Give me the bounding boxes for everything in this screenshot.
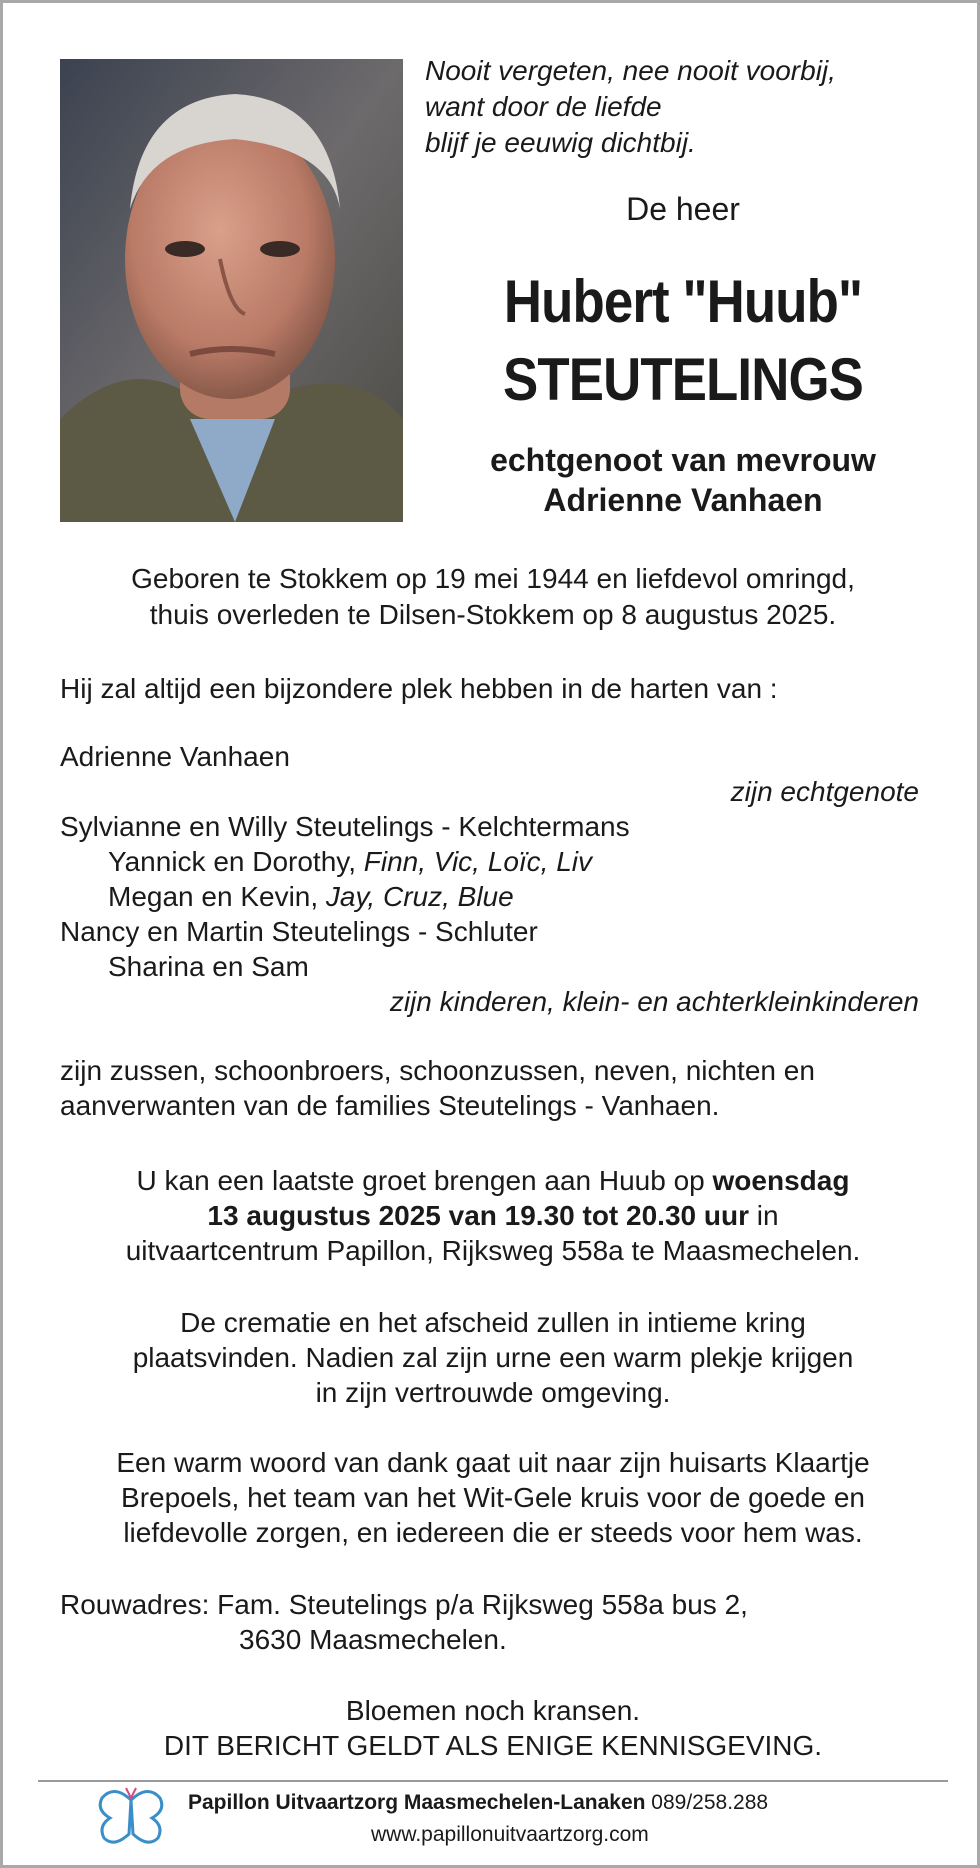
family-child-2: Nancy en Martin Steutelings - Schluter (60, 916, 538, 947)
poem-line: Nooit vergeten, nee nooit voorbij, (425, 55, 836, 86)
footer-divider (38, 1780, 948, 1782)
deceased-name (454, 263, 912, 419)
closing-notice: DIT BERICHT GELDT ALS ENIGE KENNISGEVING. (163, 1730, 823, 1761)
grandchild-names: Yannick en Dorothy, (108, 846, 356, 877)
closing-flowers: Bloemen noch kransen. (345, 1695, 641, 1726)
company-phone: 089/258.288 (645, 1791, 769, 1814)
spouse-info (423, 440, 943, 520)
cremation-line: De crematie en het afscheid zullen in intieme kring (180, 1307, 806, 1338)
visit-post: in (749, 1200, 779, 1231)
thanks-line: liefdevolle zorgen, en iedereen die er steeds voor hem was. (123, 1517, 863, 1548)
family-intro: Hij zal altijd een bijzondere plek hebben in de harten van : (60, 673, 778, 704)
great-grandchild-names: Jay, Cruz, Blue (318, 881, 514, 912)
salutation: De heer (626, 191, 740, 227)
memorial-poem (425, 53, 945, 161)
portrait-photo (60, 59, 403, 522)
great-grandchild-names: Finn, Vic, Loïc, Liv (355, 846, 593, 877)
relatives-line-1: zijn zussen, schoonbroers, schoonzussen, neven, nichten en (60, 1055, 815, 1086)
relatives-line-2: aanverwanten van de families Steutelings - Vanhaen. (60, 1090, 720, 1121)
visit-line-1 (43, 1163, 943, 1199)
family-children-role: zijn kinderen, klein- en achterkleinkinderen (389, 986, 919, 1017)
poem-line: blijf je eeuwig dichtbij. (425, 127, 696, 158)
family-spouse-role: zijn echtgenote (730, 776, 919, 807)
grandchild-names: Megan en Kevin, (108, 881, 319, 912)
company-website[interactable]: www.papillonuitvaartzorg.com (371, 1823, 649, 1846)
spouse-relation: echtgenoot van mevrouw (490, 442, 876, 478)
family-grandchild-1 (108, 844, 592, 880)
mourning-address-1: Rouwadres: Fam. Steutelings p/a Rijksweg 558a bus 2, (60, 1589, 748, 1620)
thanks-line: Brepoels, het team van het Wit-Gele kruis voor de goede en (121, 1482, 865, 1513)
mourning-address-2: 3630 Maasmechelen. (239, 1624, 507, 1655)
cremation-line: in zijn vertrouwde omgeving. (315, 1377, 671, 1408)
visit-day: woensdag (712, 1165, 850, 1196)
thanks-line: Een warm woord van dank gaat uit naar zijn huisarts Klaartje (116, 1447, 870, 1478)
visit-date-time: 13 augustus 2025 van 19.30 tot 20.30 uur (207, 1200, 749, 1231)
family-grandchild-3: Sharina en Sam (108, 951, 309, 982)
visit-location: uitvaartcentrum Papillon, Rijksweg 558a te Maasmechelen. (125, 1235, 861, 1266)
funeral-company (188, 1791, 768, 1815)
deceased-last-name: STEUTELINGS (503, 346, 863, 413)
family-grandchild-2 (108, 879, 514, 915)
death-line: thuis overleden te Dilsen-Stokkem op 8 augustus 2025. (149, 599, 837, 630)
visit-line-2 (43, 1198, 943, 1234)
deceased-first-name: Hubert "Huub" (503, 268, 863, 335)
family-child-1: Sylvianne en Willy Steutelings - Kelchtermans (60, 811, 630, 842)
birth-line: Geboren te Stokkem op 19 mei 1944 en liefdevol omringd, (131, 563, 855, 594)
family-spouse-name: Adrienne Vanhaen (60, 741, 290, 772)
cremation-line: plaatsvinden. Nadien zal zijn urne een warm plekje krijgen (132, 1342, 854, 1373)
visit-pre: U kan een laatste groet brengen aan Huub op (136, 1165, 713, 1196)
company-name: Papillon Uitvaartzorg Maasmechelen-Lanaken (188, 1791, 646, 1814)
spouse-name: Adrienne Vanhaen (543, 482, 823, 518)
poem-line: want door de liefde (425, 91, 662, 122)
butterfly-logo-icon (96, 1786, 166, 1848)
